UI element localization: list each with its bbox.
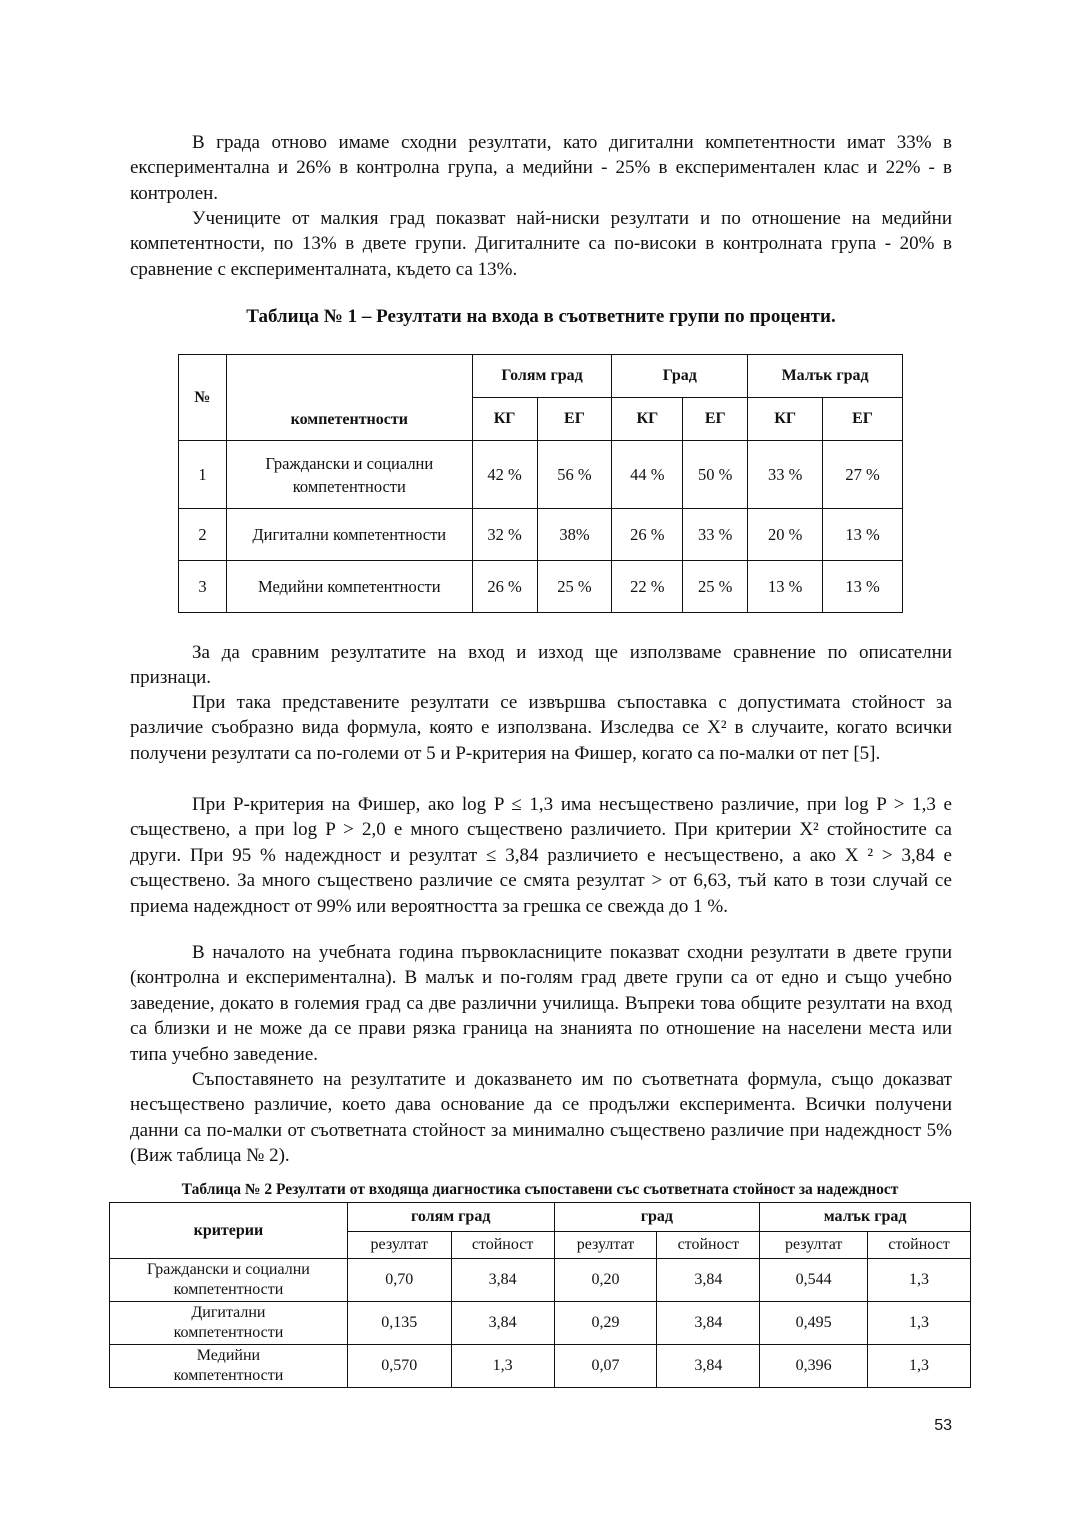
subheader-eg: ЕГ <box>823 398 903 441</box>
cell-value: 0,70 <box>347 1259 451 1302</box>
cell-value: 0,20 <box>554 1259 657 1302</box>
row-number: 2 <box>179 509 227 561</box>
header-group-big-city: голям град <box>347 1203 554 1232</box>
cell-value: 0,544 <box>760 1259 868 1302</box>
row-criterion: Граждански и социални компетентности <box>110 1259 348 1302</box>
row-competence: Граждански и социални компетентности <box>226 441 472 509</box>
table-input-results <box>178 354 903 613</box>
cell-value: 3,84 <box>657 1302 760 1345</box>
row-criterion: Медийни компетентности <box>110 1345 348 1388</box>
cell-value: 3,84 <box>451 1302 554 1345</box>
paragraph-comparison: За да сравним резултатите на вход и изход ще използваме сравнение по описателни признаци. <box>130 642 952 689</box>
subheader-kg: КГ <box>472 398 537 441</box>
subheader-result: резултат <box>554 1232 657 1259</box>
subheader-eg: ЕГ <box>683 398 748 441</box>
header-group-big-city: Голям град <box>472 355 612 398</box>
table-row <box>110 1259 971 1302</box>
cell-value: 25 % <box>537 561 612 613</box>
cell-value: 22 % <box>612 561 683 613</box>
row-number: 1 <box>179 441 227 509</box>
page-number: 53 <box>934 1417 952 1434</box>
paragraph-school-year: В началото на учебната година първокласниците показват сходни резултати в двете групи (контролна и експериментална). В малък и по-голям град двете групи са от едно и също учебно заведение, докато в големия град са две различни училища. Въпреки това общите резултати на вход са близки и не може да се прави рязка граница на знанията по отношение на населени места или типа учебно заведение. <box>130 942 952 1065</box>
cell-value: 1,3 <box>868 1345 971 1388</box>
table-row <box>179 509 903 561</box>
cell-value: 26 % <box>612 509 683 561</box>
cell-value: 0,07 <box>554 1345 657 1388</box>
table-row <box>110 1302 971 1345</box>
subheader-result: резултат <box>347 1232 451 1259</box>
cell-value: 26 % <box>472 561 537 613</box>
subheader-value: стойност <box>657 1232 760 1259</box>
cell-value: 3,84 <box>657 1259 760 1302</box>
subheader-value: стойност <box>451 1232 554 1259</box>
cell-value: 20 % <box>748 509 823 561</box>
cell-value: 38% <box>537 509 612 561</box>
header-group-small-city: малък град <box>760 1203 971 1232</box>
row-criterion: Дигитални компетентности <box>110 1302 348 1345</box>
cell-value: 0,396 <box>760 1345 868 1388</box>
row-number: 3 <box>179 561 227 613</box>
header-competences: компетентности <box>226 355 472 441</box>
paragraph-fisher: При P-критерия на Фишер, ако log P ≤ 1,3 има несъществено различие, при log P > 1,3 е съществено, а при log P > 2,0 е много съществено различието. При критерии X² стойностите са други. При 95 % надеждност и резултат ≤ 3,84 различието е несъществено, а ако X ² > 3,84 е съществено. За много съществено различие се смята резултат > от 6,63, тъй като в този случай се приема надеждност от 99% или вероятността за грешка се свежда до 1 %. <box>130 794 952 917</box>
table-diagnostics <box>109 1202 971 1388</box>
cell-value: 32 % <box>472 509 537 561</box>
cell-value: 25 % <box>683 561 748 613</box>
row-competence: Медийни компетентности <box>226 561 472 613</box>
cell-value: 42 % <box>472 441 537 509</box>
paragraph-small-city-results: Учениците от малкия град показват най-ниски резултати и по отношение на медийни компетентности, по 13% в двете групи. Дигиталните са по-високи в контролната група - 20% в сравнение с експерименталната, където са 13%. <box>130 208 952 280</box>
cell-value: 3,84 <box>451 1259 554 1302</box>
header-number: № <box>179 355 227 441</box>
subheader-kg: КГ <box>612 398 683 441</box>
cell-value: 13 % <box>823 561 903 613</box>
subheader-value: стойност <box>868 1232 971 1259</box>
paragraph-city-results: В града отново имаме сходни резултати, като дигитални компетентности имат 33% в експериментална и 26% в контролна група, а медийни - 25% в експериментален клас и 22% - в контролен. <box>130 132 952 204</box>
cell-value: 0,135 <box>347 1302 451 1345</box>
cell-value: 44 % <box>612 441 683 509</box>
header-group-city: град <box>554 1203 760 1232</box>
cell-value: 27 % <box>823 441 903 509</box>
subheader-kg: КГ <box>748 398 823 441</box>
subheader-result: резултат <box>760 1232 868 1259</box>
cell-value: 1,3 <box>451 1345 554 1388</box>
header-criteria: критерии <box>110 1203 348 1259</box>
cell-value: 0,495 <box>760 1302 868 1345</box>
cell-value: 1,3 <box>868 1302 971 1345</box>
cell-value: 33 % <box>683 509 748 561</box>
paragraph-method: При така представените резултати се извършва съпоставка с допустимата стойност за различие съобразно вида формула, която е използвана. Изследва се X² в случаите, когато всички получени резултати са по-големи от 5 и P-критерия на Фишер, когато са по-малки от пет [5]. <box>130 692 952 764</box>
cell-value: 33 % <box>748 441 823 509</box>
cell-value: 56 % <box>537 441 612 509</box>
table-row <box>110 1345 971 1388</box>
cell-value: 13 % <box>823 509 903 561</box>
subheader-eg: ЕГ <box>537 398 612 441</box>
table-row <box>179 561 903 613</box>
header-group-small-city: Малък град <box>748 355 903 398</box>
cell-value: 0,570 <box>347 1345 451 1388</box>
table2-caption: Таблица № 2 Резултати от входяща диагностика съпоставени със съответната стойност за надеждност <box>181 1181 899 1198</box>
row-competence: Дигитални компетентности <box>226 509 472 561</box>
table1-caption: Таблица № 1 – Резултати на входа в съответните групи по проценти. <box>246 306 836 327</box>
cell-value: 50 % <box>683 441 748 509</box>
paragraph-conclusion: Съпоставянето на резултатите и доказването им по съответната формула, също доказват несъществено различие, което дава основание да се продължи експеримента. Всички получени данни са по-малки от съответната стойност за минимално съществено различие при надеждност 5% (Виж таблица № 2). <box>130 1069 952 1167</box>
cell-value: 13 % <box>748 561 823 613</box>
header-group-city: Град <box>612 355 748 398</box>
cell-value: 0,29 <box>554 1302 657 1345</box>
cell-value: 3,84 <box>657 1345 760 1388</box>
table-row <box>179 441 903 509</box>
cell-value: 1,3 <box>868 1259 971 1302</box>
